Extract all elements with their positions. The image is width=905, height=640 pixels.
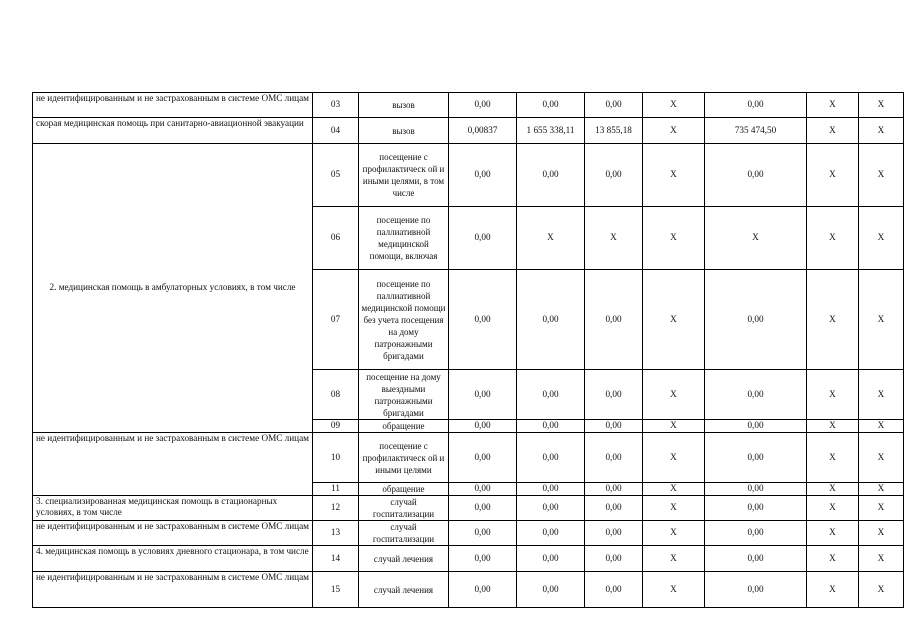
value-cell: 0,00 (449, 483, 517, 496)
value-cell: 0,00837 (449, 118, 517, 144)
value-cell: 13 855,18 (585, 118, 643, 144)
value-cell: 0,00 (705, 270, 807, 370)
table-row (33, 144, 904, 207)
row-unit-cell: вызов (359, 118, 449, 144)
row-code-cell: 05 (313, 144, 359, 207)
row-name-cell: не идентифицированным и не застрахованным в системе ОМС лицам (33, 521, 313, 546)
value-cell: 0,00 (449, 433, 517, 483)
value-cell: 0,00 (705, 496, 807, 521)
table-row (33, 118, 904, 144)
value-cell: X (859, 572, 904, 608)
value-cell: 0,00 (449, 496, 517, 521)
row-code-cell: 03 (313, 93, 359, 118)
value-cell: 0,00 (449, 572, 517, 608)
value-cell: 0,00 (705, 144, 807, 207)
row-unit-cell: посещение с профилактическ ой и иными целями, в том числе (359, 144, 449, 207)
value-cell: X (859, 93, 904, 118)
value-cell: 0,00 (449, 546, 517, 572)
value-cell: X (643, 521, 705, 546)
value-cell: X (807, 433, 859, 483)
row-unit-cell: случай лечения (359, 546, 449, 572)
value-cell: 0,00 (517, 270, 585, 370)
value-cell: 0,00 (705, 433, 807, 483)
row-code-cell: 10 (313, 433, 359, 483)
value-cell: 0,00 (517, 572, 585, 608)
value-cell: 735 474,50 (705, 118, 807, 144)
value-cell: 0,00 (517, 93, 585, 118)
value-cell: X (643, 270, 705, 370)
row-code-cell: 08 (313, 370, 359, 420)
value-cell: X (859, 433, 904, 483)
row-unit-cell: обращение (359, 420, 449, 433)
value-cell: 0,00 (517, 521, 585, 546)
value-cell: X (807, 144, 859, 207)
value-cell: 0,00 (705, 93, 807, 118)
row-unit-cell: случай госпитализации (359, 496, 449, 521)
value-cell: 0,00 (449, 93, 517, 118)
row-unit-cell: посещение на дому выездными патронажными бригадами (359, 370, 449, 420)
row-name-cell: 4. медицинская помощь в условиях дневного стационара, в том числе (33, 546, 313, 572)
value-cell: 0,00 (585, 483, 643, 496)
row-name-cell: 2. медицинская помощь в амбулаторных условиях, в том числе (33, 144, 313, 433)
value-cell: 0,00 (705, 483, 807, 496)
value-cell: 0,00 (705, 546, 807, 572)
value-cell: X (859, 546, 904, 572)
row-unit-cell: обращение (359, 483, 449, 496)
value-cell: 0,00 (705, 420, 807, 433)
value-cell: 0,00 (517, 420, 585, 433)
value-cell: X (859, 420, 904, 433)
value-cell: X (859, 483, 904, 496)
value-cell: 0,00 (585, 270, 643, 370)
value-cell: 0,00 (449, 270, 517, 370)
value-cell: X (643, 496, 705, 521)
row-code-cell: 09 (313, 420, 359, 433)
row-name-cell: скорая медицинская помощь при санитарно-авиационной эвакуации (33, 118, 313, 144)
row-unit-cell: посещение с профилактическ ой и иными целями (359, 433, 449, 483)
value-cell: 0,00 (585, 370, 643, 420)
row-code-cell: 12 (313, 496, 359, 521)
value-cell: X (807, 420, 859, 433)
row-code-cell: 06 (313, 207, 359, 270)
value-cell: X (643, 433, 705, 483)
table-row (33, 433, 904, 483)
value-cell: X (807, 207, 859, 270)
data-table (32, 92, 904, 608)
value-cell: 0,00 (585, 144, 643, 207)
value-cell: 0,00 (585, 546, 643, 572)
value-cell: X (859, 118, 904, 144)
value-cell: 0,00 (585, 521, 643, 546)
value-cell: X (643, 93, 705, 118)
row-code-cell: 13 (313, 521, 359, 546)
table-row (33, 93, 904, 118)
value-cell: 0,00 (517, 546, 585, 572)
value-cell: 0,00 (585, 93, 643, 118)
value-cell: X (643, 420, 705, 433)
value-cell: X (643, 118, 705, 144)
table-row (33, 496, 904, 521)
table-row (33, 546, 904, 572)
value-cell: X (807, 93, 859, 118)
value-cell: 0,00 (517, 370, 585, 420)
table-row (33, 572, 904, 608)
value-cell: X (807, 496, 859, 521)
value-cell: 0,00 (449, 521, 517, 546)
value-cell: X (859, 270, 904, 370)
value-cell: X (807, 270, 859, 370)
value-cell: X (807, 546, 859, 572)
row-code-cell: 14 (313, 546, 359, 572)
value-cell: X (807, 370, 859, 420)
value-cell: 0,00 (585, 496, 643, 521)
value-cell: 0,00 (449, 370, 517, 420)
value-cell: 0,00 (449, 207, 517, 270)
value-cell: X (859, 370, 904, 420)
value-cell: 0,00 (705, 370, 807, 420)
value-cell: X (859, 207, 904, 270)
row-unit-cell: посещение по паллиативной медицинской помощи, включая (359, 207, 449, 270)
table-row (33, 521, 904, 546)
value-cell: X (859, 144, 904, 207)
row-unit-cell: случай лечения (359, 572, 449, 608)
row-code-cell: 11 (313, 483, 359, 496)
row-code-cell: 04 (313, 118, 359, 144)
row-unit-cell: посещение по паллиативной медицинской помощи без учета посещения на дому патронажными бригадами (359, 270, 449, 370)
value-cell: X (643, 144, 705, 207)
value-cell: 0,00 (517, 433, 585, 483)
value-cell: 0,00 (585, 572, 643, 608)
value-cell: X (643, 546, 705, 572)
row-name-cell: не идентифицированным и не застрахованным в системе ОМС лицам (33, 572, 313, 608)
value-cell: 0,00 (517, 483, 585, 496)
value-cell: 1 655 338,11 (517, 118, 585, 144)
value-cell: X (807, 521, 859, 546)
value-cell: X (807, 572, 859, 608)
value-cell: X (585, 207, 643, 270)
row-code-cell: 15 (313, 572, 359, 608)
value-cell: 0,00 (517, 496, 585, 521)
value-cell: X (807, 118, 859, 144)
value-cell: X (517, 207, 585, 270)
value-cell: X (807, 483, 859, 496)
value-cell: 0,00 (449, 420, 517, 433)
value-cell: X (643, 370, 705, 420)
row-unit-cell: случай госпитализации (359, 521, 449, 546)
value-cell: 0,00 (585, 433, 643, 483)
row-unit-cell: вызов (359, 93, 449, 118)
value-cell: X (643, 207, 705, 270)
value-cell: 0,00 (705, 572, 807, 608)
value-cell: 0,00 (449, 144, 517, 207)
value-cell: X (859, 521, 904, 546)
row-name-cell: 3. специализированная медицинская помощь в стационарных условиях, в том числе (33, 496, 313, 521)
value-cell: X (643, 483, 705, 496)
value-cell: X (705, 207, 807, 270)
row-code-cell: 07 (313, 270, 359, 370)
value-cell: X (859, 496, 904, 521)
value-cell: 0,00 (585, 420, 643, 433)
value-cell: 0,00 (517, 144, 585, 207)
value-cell: 0,00 (705, 521, 807, 546)
value-cell: X (643, 572, 705, 608)
row-name-cell: не идентифицированным и не застрахованным в системе ОМС лицам (33, 93, 313, 118)
row-name-cell: не идентифицированным и не застрахованным в системе ОМС лицам (33, 433, 313, 496)
